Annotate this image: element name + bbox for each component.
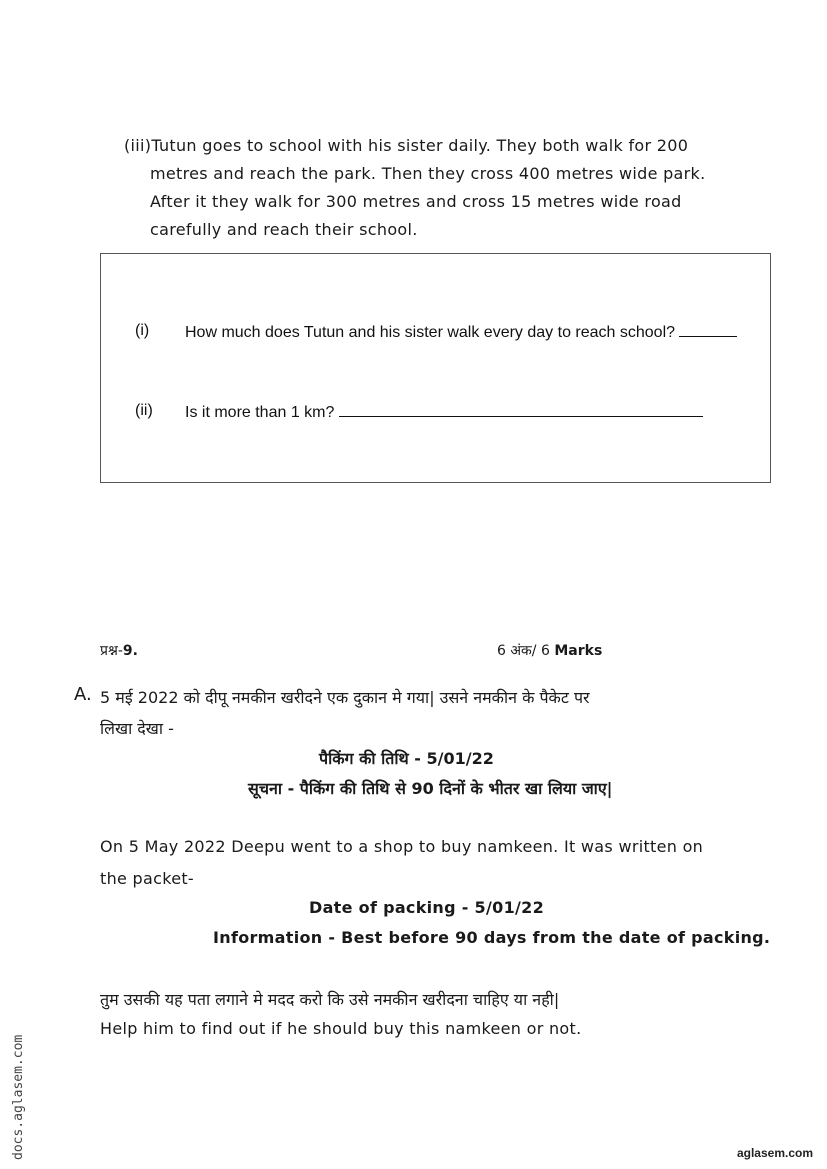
marks-number: 6 [540,643,550,659]
question-9-number: 9. [122,643,138,659]
question-9-label: प्रश्न- [100,643,123,659]
question-iii-label: (iii) [124,136,152,155]
hindi-information: सूचना - पैकिंग की तिथि से 90 दिनों के भीतर खा लिया जाए| [248,779,613,798]
marks-hindi: 6 अंक/ [497,643,537,659]
question-iii-line-4: carefully and reach their school. [150,220,418,239]
english-packing-date: Date of packing - 5/01/22 [309,898,545,917]
question-iii-text-1: Tutun goes to school with his sister daily. They both walk for 200 [151,136,689,155]
hindi-packing-date: पैकिंग की तिथि - 5/01/22 [319,749,494,768]
hindi-task: तुम उसकी यह पता लगाने मे मदद करो कि उसे नमकीन खरीदना चाहिए या नही| [100,990,560,1009]
question-9-marks [497,641,602,660]
answer-box [100,253,771,483]
sub-question-i [185,322,737,342]
english-intro-line-1: On 5 May 2022 Deepu went to a shop to buy namkeen. It was written on [100,837,704,856]
footer-brand[interactable]: aglasem.com [736,1146,813,1160]
question-9-heading [100,641,138,660]
question-iii-line-3: After it they walk for 300 metres and cross 15 metres wide road [150,192,682,211]
answer-blank-i[interactable] [679,322,737,337]
hindi-intro-line-2: लिखा देखा - [100,719,174,738]
english-task: Help him to find out if he should buy this namkeen or not. [100,1019,582,1038]
sub-question-ii-number: (ii) [135,402,153,419]
sub-question-ii-text: Is it more than 1 km? [185,404,335,421]
english-intro-line-2: the packet- [100,869,194,888]
sub-question-ii [185,402,703,422]
question-iii-line-2: metres and reach the park. Then they cross 400 metres wide park. [150,164,706,183]
question-iii-line-1 [124,136,688,155]
hindi-intro-line-1: 5 मई 2022 को दीपू नमकीन खरीदने एक दुकान मे गया| उसने नमकीन के पैकेट पर [100,688,590,707]
sub-question-i-text: How much does Tutun and his sister walk every day to reach school? [185,324,676,341]
section-a-letter: A. [74,684,92,705]
side-watermark: docs.aglasem.com [11,1034,26,1160]
answer-blank-ii[interactable] [339,402,703,417]
english-information: Information - Best before 90 days from the date of packing. [213,928,771,947]
marks-english: Marks [554,643,603,659]
sub-question-i-number: (i) [135,322,150,339]
